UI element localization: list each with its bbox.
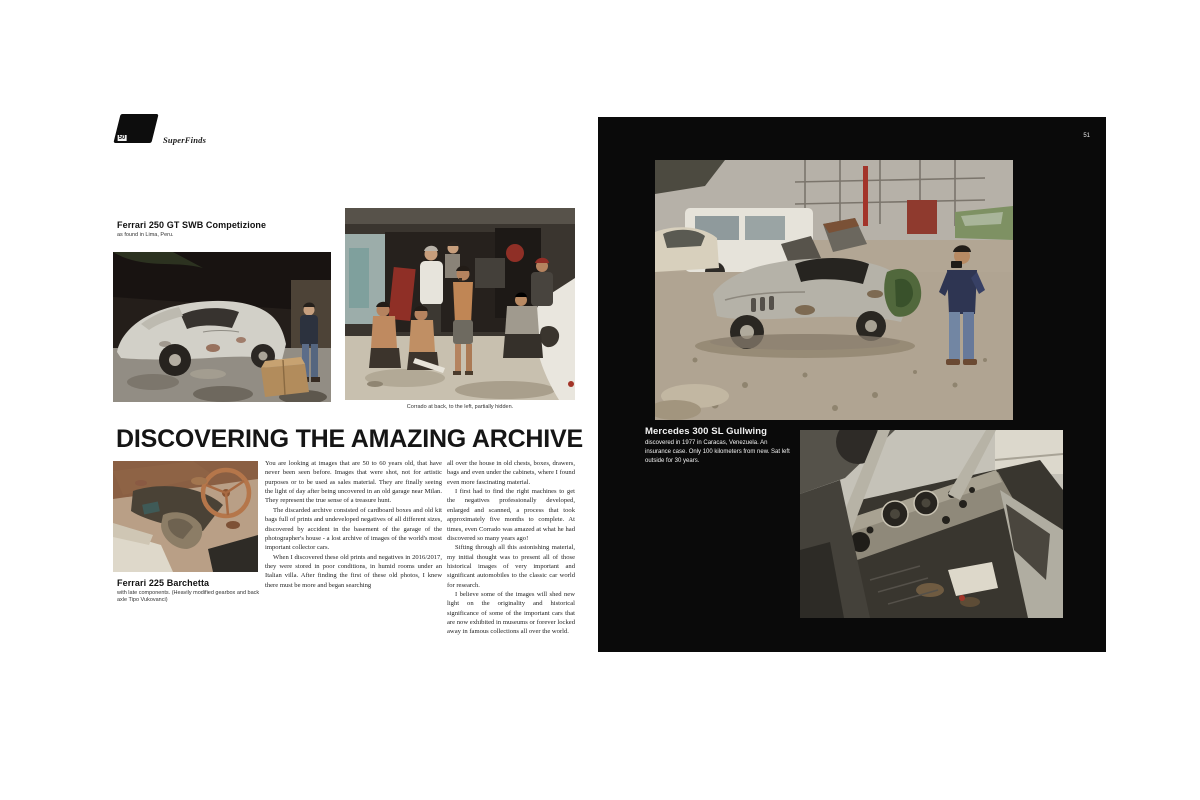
caption-gullwing-title: Mercedes 300 SL Gullwing (645, 426, 768, 437)
chapter-headline: DISCOVERING THE AMAZING ARCHIVE (116, 425, 583, 453)
photo-group-garage (345, 208, 575, 400)
caption-ferrari-250 (117, 220, 347, 239)
caption-group-photo: Corrado at back, to the left, partially hidden. (406, 404, 514, 410)
body-paragraph: When I discovered these old prints and negatives in 2016/2017, they were stored in poor conditions, in humid rooms under an Italian villa. After finding the first of these old photos, I knew there must be more and began searching (265, 553, 442, 589)
body-paragraph: You are looking at images that are 50 to 60 years old, that have never been seen before. Images that were shot, not for artistic purposes or to be used as sales material. They are finally seeing the light of day after being uncovered in an old garage near Milan. They represent the true sense of a treasure hunt. (265, 460, 442, 505)
right-page-number: 51 (1083, 133, 1090, 139)
body-paragraph: I believe some of the images will shed new light on the originality and historical significance of some of the important cars that are now exhibited in museums or forever locked away in famous collections all over the world. (447, 591, 575, 636)
caption-gullwing-text: discovered in 1977 in Caracas, Venezuela. An insurance case. Only 100 kilometers from new. Sat left outside for 30 years. (645, 440, 790, 465)
body-paragraph: The discarded archive consisted of cardboard boxes and old kit bags full of prints and undeveloped negatives of all different sizes, discovered by accident in the basement of the garage of the photographer's house - a lost archive of images of the world's most important collector cars. (265, 506, 442, 552)
body-paragraph: I first had to find the right machines to get the negatives professionally developed, enlarged and scanned, a process that took approximately five months to complete. At times, even Corrado was amazed at what he had discovered so many years ago! (447, 488, 575, 542)
body-paragraph: Sifting through all this astonishing material, my initial thought was to present all of those historical images of very important and significant automobiles to the classic car world for research. (447, 544, 575, 589)
photo-gullwing-yard (655, 160, 1013, 420)
book-title-logo: SuperFinds (163, 135, 207, 145)
left-page-number: 50 (118, 135, 126, 141)
caption-ferrari-250-title: Ferrari 250 GT SWB Competizione (117, 220, 267, 230)
body-text-column-1 (265, 459, 442, 590)
body-text-column-2 (447, 459, 575, 637)
caption-gullwing (645, 425, 795, 466)
photo-ferrari-250-barn (113, 252, 331, 402)
body-paragraph: all over the house in old chests, boxes, drawers, bags and even under the cabinets, where I found even more fascinating material. (447, 460, 575, 486)
caption-ferrari-250-sub: as found in Lima, Peru. (117, 232, 174, 238)
photo-ferrari-225-cockpit (113, 461, 258, 572)
left-page (100, 110, 586, 656)
right-page (598, 117, 1106, 652)
caption-ferrari-225-sub: with late components. (Heavily modified gearbox and back axle Tipo Vukovanci) (117, 590, 260, 604)
photo-gullwing-interior (800, 430, 1063, 618)
caption-ferrari-225-title: Ferrari 225 Barchetta (117, 578, 210, 588)
publisher-logo-icon (113, 114, 158, 143)
caption-ferrari-225 (117, 578, 262, 604)
